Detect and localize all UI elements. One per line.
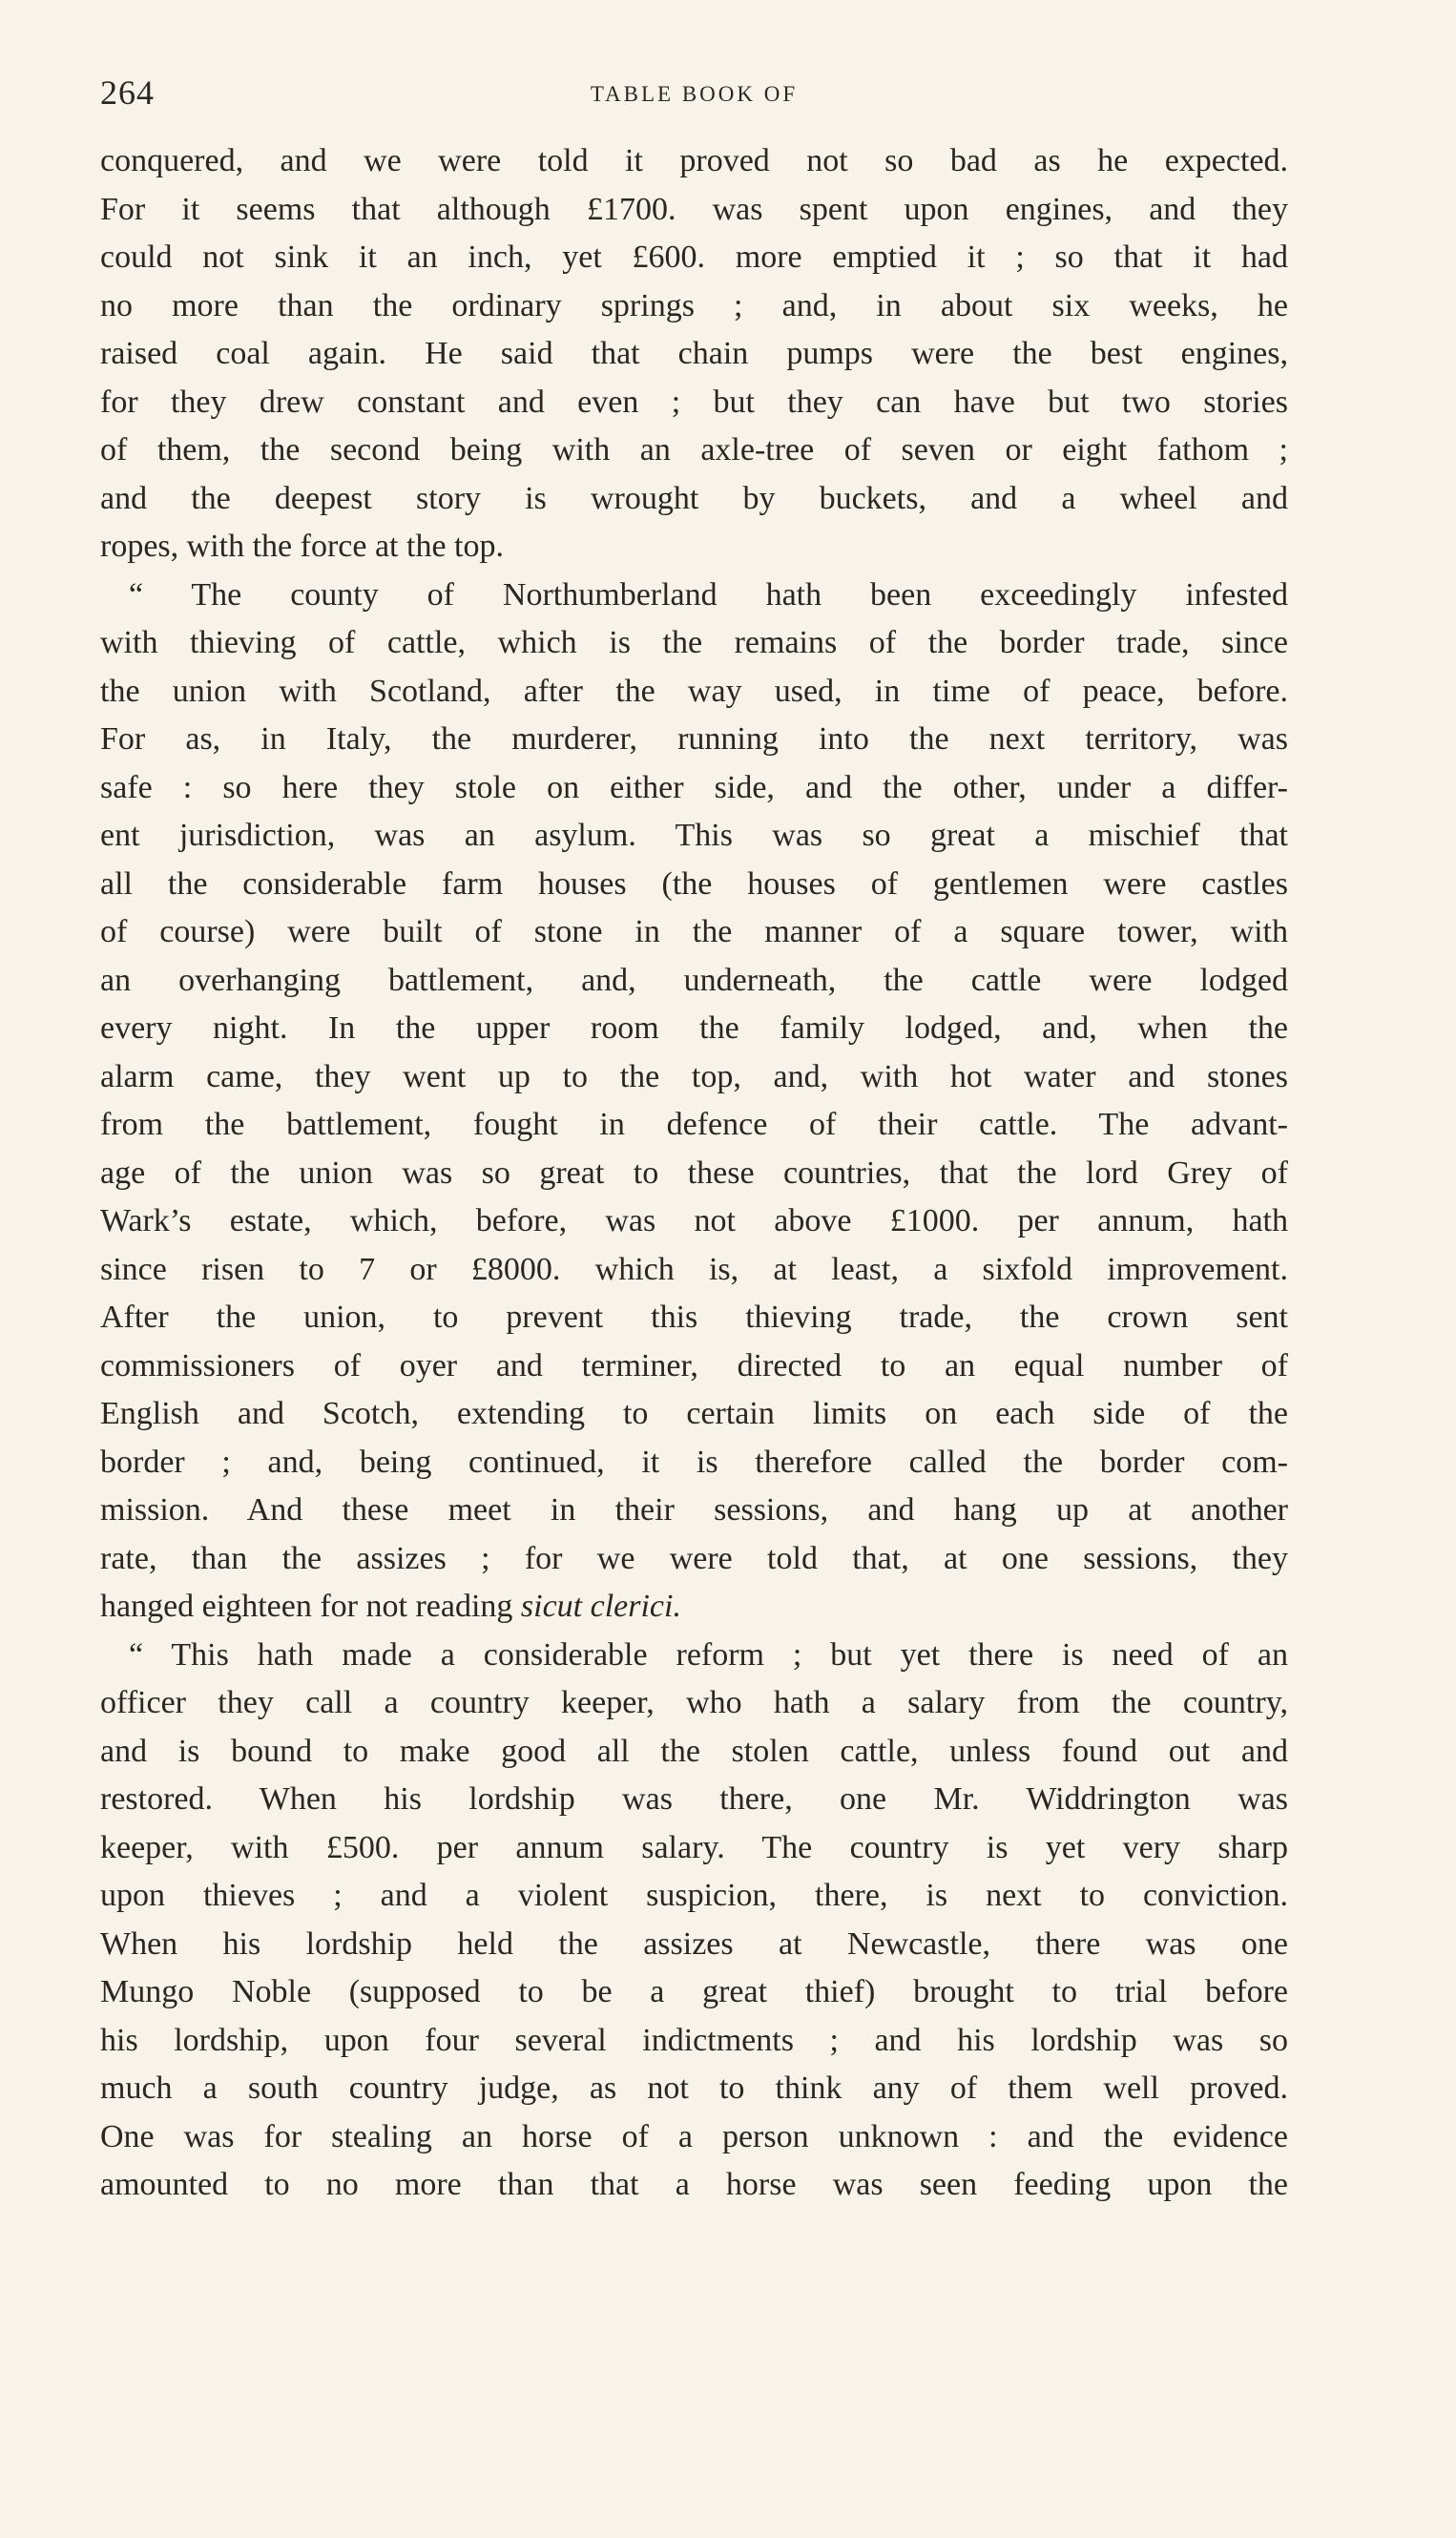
text-line: raised coal again. He said that chain pumps were the best engines, bbox=[100, 336, 1288, 371]
text-line: One was for stealing an horse of a person unknown : and the evidence bbox=[100, 2118, 1288, 2154]
text-line: for they drew constant and even ; but they can have but two stories bbox=[100, 384, 1288, 420]
text-line: and the deepest story is wrought by buckets, and a wheel and bbox=[100, 480, 1288, 516]
text-line: safe : so here they stole on either side, and the other, under a differ- bbox=[100, 769, 1288, 805]
page-header bbox=[100, 73, 1288, 120]
text-line: Mungo Noble (supposed to be a great thief) brought to trial before bbox=[100, 1974, 1288, 2009]
text-line: mission. And these meet in their sessions, and hang up at another bbox=[100, 1492, 1288, 1528]
text-line: When his lordship held the assizes at Newcastle, there was one bbox=[100, 1925, 1288, 1962]
italic-phrase: sicut clerici. bbox=[520, 1589, 681, 1624]
text-line: could not sink it an inch, yet £600. more emptied it ; so that it had bbox=[100, 239, 1288, 275]
text-line: of course) were built of stone in the manner of a square tower, with bbox=[100, 914, 1288, 949]
page-number: 264 bbox=[100, 73, 155, 112]
text-line: every night. In the upper room the family lodged, and, when the bbox=[100, 1010, 1288, 1046]
text-line: border ; and, being continued, it is therefore called the border com- bbox=[100, 1444, 1288, 1480]
text-line: Wark’s estate, which, before, was not above £1000. per annum, hath bbox=[100, 1203, 1288, 1238]
paragraph-start-line: “ This hath made a considerable reform ; but yet there is need of an bbox=[129, 1636, 1288, 1673]
text-line: amounted to no more than that a horse was seen feeding upon the bbox=[100, 2167, 1288, 2202]
text-line: ent jurisdiction, was an asylum. This was so great a mischief that bbox=[100, 818, 1288, 853]
text-line: with thieving of cattle, which is the remains of the border trade, since bbox=[100, 625, 1288, 660]
text-line: ropes, with the force at the top. bbox=[100, 529, 504, 564]
text-line: since risen to 7 or £8000. which is, at least, a sixfold improvement. bbox=[100, 1251, 1288, 1287]
running-head: TABLE BOOK OF bbox=[590, 82, 799, 106]
text-line: rate, than the assizes ; for we were told that, at one sessions, they bbox=[100, 1540, 1288, 1576]
text-line: For it seems that although £1700. was spent upon engines, and they bbox=[100, 191, 1288, 227]
text-line-with-italic bbox=[100, 1583, 1288, 1632]
text-line: keeper, with £500. per annum salary. The country is yet very sharp bbox=[100, 1829, 1288, 1865]
text-line-start: hanged eighteen for not reading bbox=[100, 1589, 513, 1624]
text-line: all the considerable farm houses (the houses of gentlemen were castles bbox=[100, 865, 1288, 902]
text-line: restored. When his lordship was there, one Mr. Widdrington was bbox=[100, 1781, 1288, 1817]
text-line: alarm came, they went up to the top, and, with hot water and stones bbox=[100, 1058, 1288, 1094]
text-line: commissioners of oyer and terminer, directed to an equal number of bbox=[100, 1347, 1288, 1383]
text-line: After the union, to prevent this thieving trade, the crown sent bbox=[100, 1300, 1288, 1335]
text-line: much a south country judge, as not to think any of them well proved. bbox=[100, 2070, 1288, 2106]
text-line: English and Scotch, extending to certain limits on each side of the bbox=[100, 1396, 1288, 1431]
text-line: officer they call a country keeper, who hath a salary from the country, bbox=[100, 1685, 1288, 1720]
text-line: For as, in Italy, the murderer, running into the next territory, was bbox=[100, 721, 1288, 757]
text-line: no more than the ordinary springs ; and, in about six weeks, he bbox=[100, 287, 1288, 323]
text-line: an overhanging battlement, and, underneath, the cattle were lodged bbox=[100, 962, 1288, 998]
text-line: of them, the second being with an axle-tree of seven or eight fathom ; bbox=[100, 432, 1288, 468]
body-text bbox=[100, 137, 1288, 2210]
text-line: from the battlement, fought in defence of their cattle. The advant- bbox=[100, 1107, 1288, 1142]
text-line: his lordship, upon four several indictments ; and his lordship was so bbox=[100, 2022, 1288, 2058]
text-line: conquered, and we were told it proved not so bad as he expected. bbox=[100, 143, 1288, 178]
text-line: and is bound to make good all the stolen cattle, unless found out and bbox=[100, 1733, 1288, 1769]
paragraph-start-line: “ The county of Northumberland hath been exceedingly infested bbox=[129, 576, 1288, 613]
text-line: upon thieves ; and a violent suspicion, there, is next to conviction. bbox=[100, 1878, 1288, 1913]
text-line: the union with Scotland, after the way used, in time of peace, before. bbox=[100, 673, 1288, 709]
text-line: age of the union was so great to these countries, that the lord Grey of bbox=[100, 1155, 1288, 1191]
